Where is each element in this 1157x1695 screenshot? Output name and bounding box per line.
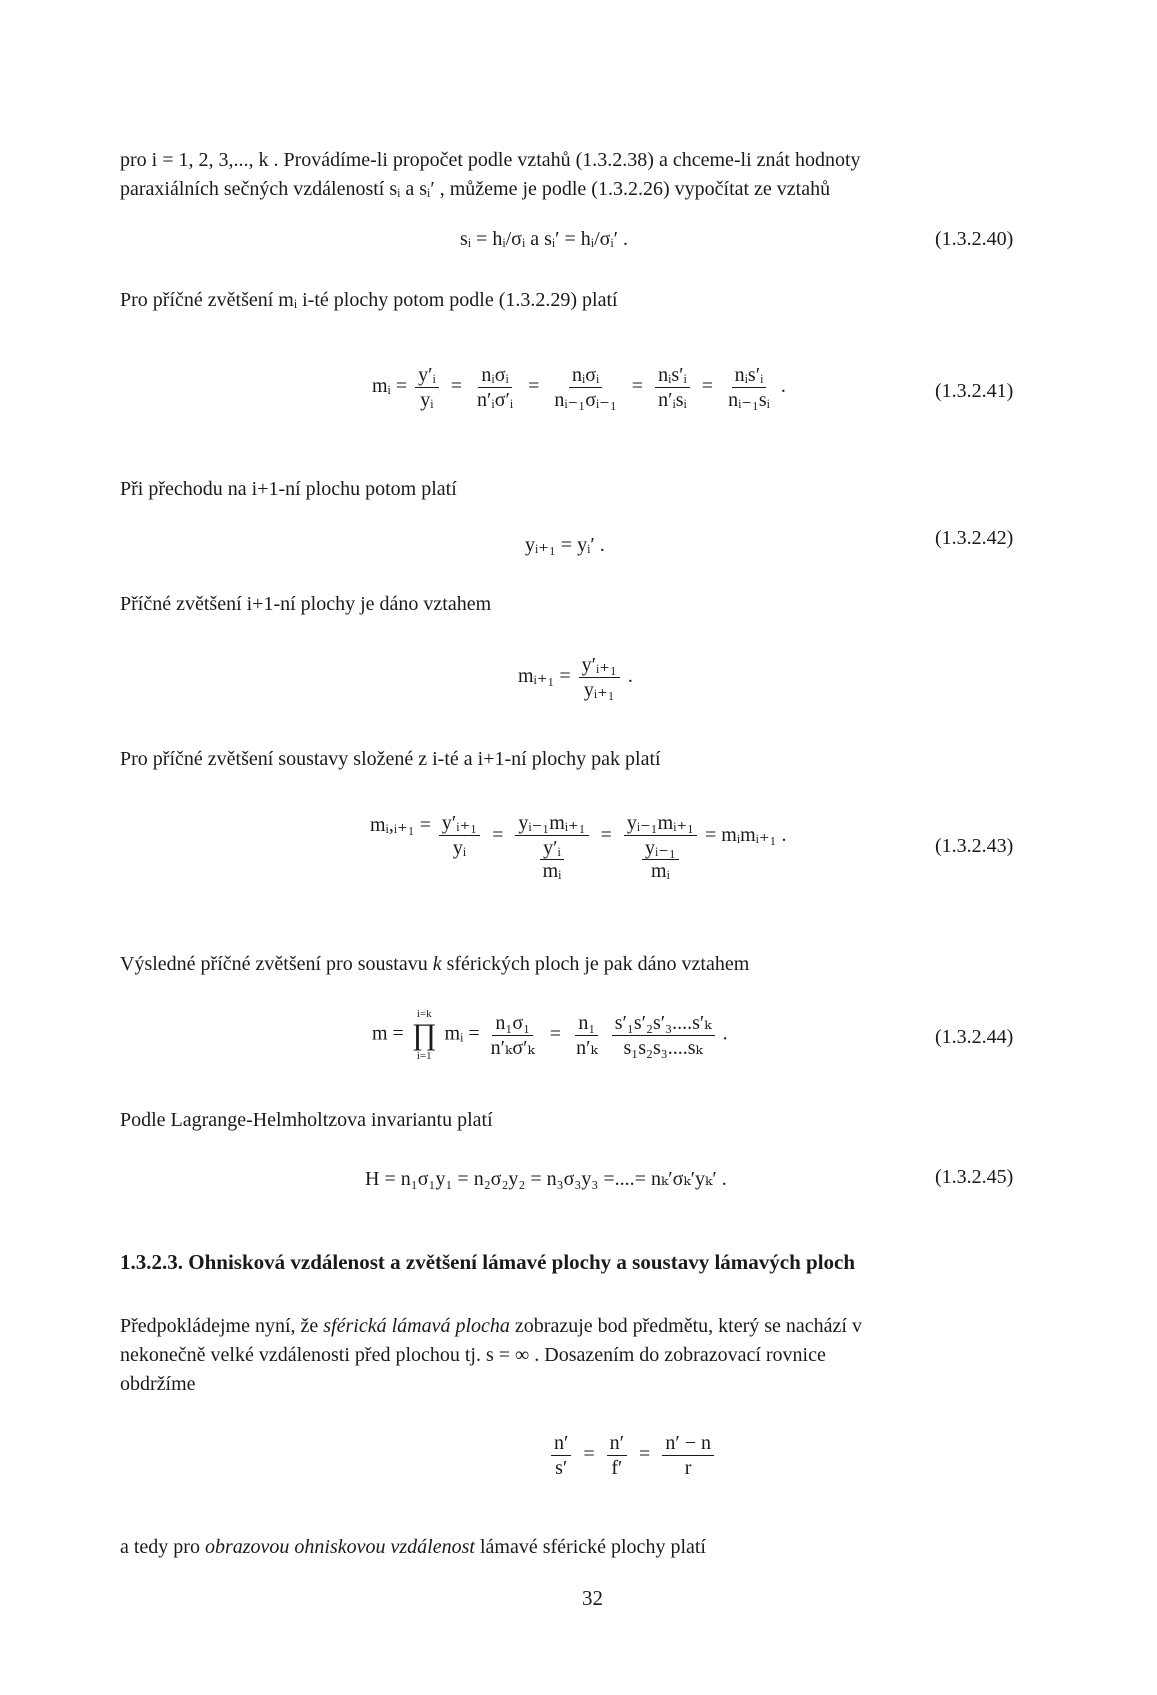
eq41-fraction-4 bbox=[655, 364, 690, 411]
intro-line-2: paraxiálních sečných vzdáleností sᵢ a sᵢ′ , můžeme je podle (1.3.2.26) vypočítat ze vztahů bbox=[120, 178, 831, 200]
eq41-f3-den: nᵢ₋₁σᵢ₋₁ bbox=[554, 389, 617, 411]
eq41-f5-num: nᵢs′ᵢ bbox=[732, 364, 767, 388]
eq44-product-symbol: ∏ bbox=[411, 1018, 437, 1051]
eq-mi1-num: y′ᵢ₊₁ bbox=[579, 654, 620, 678]
eq43-rhs: = mᵢmᵢ₊₁ . bbox=[705, 824, 787, 846]
eq-mi1-lhs: mᵢ₊₁ = bbox=[518, 665, 571, 688]
paragraph-last-em: obrazovou ohniskovou vzdálenost bbox=[204, 1536, 475, 1558]
eq43-fraction-3 bbox=[624, 812, 697, 882]
paragraph-assume-line-1 bbox=[120, 1312, 1080, 1341]
equation-1-3-2-41: mᵢ = $\frac{\text{y′ᵢ}}{\text{yᵢ}}$ = $\frac{\text{nᵢσᵢ}}{\text{n′ᵢσ′ᵢ}}$ = $\frac{\text{nᵢσᵢ}}{\text{nᵢ₋₁σᵢ₋₁}}$ = $\frac{\text{nᵢs′ᵢ}}{\text{n′ᵢsᵢ}}$ = $\frac{\text{nᵢs′ᵢ}}{\text{nᵢ₋₁sᵢ}}$ . bbox=[372, 364, 786, 411]
paragraph-assume-em: sférická lámavá plocha bbox=[323, 1315, 510, 1337]
eq43-f1-den: yᵢ bbox=[452, 837, 467, 859]
eq44-lhs: m = bbox=[372, 1022, 404, 1045]
eq41-fraction-5 bbox=[725, 364, 773, 411]
eq-final-fraction-3 bbox=[662, 1432, 714, 1479]
intro-line-1: pro i = 1, 2, 3,..., k . Provádíme-li propočet podle vztahů (1.3.2.38) a chceme-li znát hodnoty bbox=[120, 149, 861, 171]
eq44-product-lower-limit: i=1 bbox=[416, 1050, 432, 1062]
paragraph-result-b: sférických ploch je pak dáno vztahem bbox=[441, 953, 750, 975]
eq44-f3-den: s₁s₂s₃....sₖ bbox=[623, 1036, 703, 1059]
eq43-f2-den: y′ᵢ bbox=[540, 836, 564, 860]
paragraph-magnification-next: Příčné zvětšení i+1-ní plochy je dáno vztahem bbox=[120, 593, 492, 615]
eq41-f1-den: yᵢ bbox=[420, 389, 434, 411]
paragraph-assume-a: Předpokládejme nyní, že bbox=[120, 1315, 324, 1337]
paragraph-assume-b: zobrazuje bod předmětu, který se nachází v bbox=[509, 1315, 862, 1337]
eq43-fraction-1 bbox=[439, 812, 480, 859]
eq43-f1-num: y′ᵢ₊₁ bbox=[439, 812, 480, 836]
eq41-f4-num: nᵢs′ᵢ bbox=[655, 364, 690, 388]
eq43-f3-den: yᵢ₋₁ bbox=[642, 836, 679, 860]
page-number: 32 bbox=[582, 1586, 603, 1610]
paragraph-result-k: k bbox=[432, 953, 442, 975]
eq44-product-upper-limit: i=k bbox=[416, 1008, 432, 1020]
eq41-f5-den: nᵢ₋₁sᵢ bbox=[728, 389, 770, 411]
eq-final-f1-num: n′ bbox=[551, 1432, 571, 1456]
equation-1-3-2-45: H = n₁σ₁y₁ = n₂σ₂y₂ = n₃σ₃y₃ =....= nₖ′σₖ′yₖ′ . bbox=[365, 1168, 727, 1190]
eq44-fraction-1 bbox=[488, 1012, 538, 1059]
eq43-f3-num: yᵢ₋₁mᵢ₊₁ bbox=[624, 812, 697, 836]
equation-number-45: (1.3.2.45) bbox=[935, 1166, 1014, 1188]
eq43-f3-den-sub: mᵢ bbox=[651, 860, 670, 882]
eq-final-fraction-2 bbox=[607, 1432, 627, 1479]
paragraph-last-a: a tedy pro bbox=[120, 1536, 205, 1558]
paragraph-magnification: Pro příčné zvětšení mᵢ i-té plochy potom podle (1.3.2.29) platí bbox=[120, 289, 618, 311]
equation-refraction: $\frac{n'}{s'}$ = $\frac{n'}{f'}$ = $\frac{n' - n}{r}$ bbox=[548, 1432, 717, 1479]
eq44-f2-den: n′ₖ bbox=[576, 1036, 598, 1059]
eq-final-f1-den: s′ bbox=[555, 1457, 568, 1479]
eq-mi1-fraction bbox=[579, 654, 620, 701]
equation-number-41: (1.3.2.41) bbox=[935, 380, 1014, 402]
eq44-fraction-3 bbox=[612, 1012, 715, 1059]
eq41-f3-num: nᵢσᵢ bbox=[569, 364, 602, 388]
eq43-lhs: mᵢ,ᵢ₊₁ = bbox=[370, 814, 431, 836]
paragraph-assume-line-2: nekonečně velké vzdálenosti před plochou tj. s = ∞ . Dosazením do zobrazovací rovnice bbox=[120, 1344, 826, 1366]
paragraph-assume-line-3: obdržíme bbox=[120, 1373, 196, 1395]
eq41-fraction-3 bbox=[551, 364, 619, 411]
eq-final-fraction-1 bbox=[551, 1432, 571, 1479]
paragraph-transition: Při přechodu na i+1-ní plochu potom platí bbox=[120, 478, 457, 500]
equation-number-40: (1.3.2.40) bbox=[935, 228, 1014, 250]
eq44-f2-num: n₁ bbox=[575, 1012, 598, 1036]
eq41-lhs: mᵢ = bbox=[372, 375, 408, 398]
eq41-f2-den: n′ᵢσ′ᵢ bbox=[477, 389, 514, 411]
paragraph-result-a: Výsledné příčné zvětšení pro soustavu bbox=[120, 953, 433, 975]
eq44-f1-num: n₁σ₁ bbox=[492, 1012, 533, 1036]
eq44-f1-den: n′ₖσ′ₖ bbox=[490, 1036, 535, 1059]
equation-number-43: (1.3.2.43) bbox=[935, 835, 1014, 857]
eq41-f1-num: y′ᵢ bbox=[415, 364, 439, 388]
equation-1-3-2-40: sᵢ = hᵢ/σᵢ a sᵢ′ = hᵢ/σᵢ′ . bbox=[460, 228, 629, 250]
paragraph-result bbox=[120, 950, 749, 979]
paragraph-last-b: lámavé sférické plochy platí bbox=[474, 1536, 706, 1558]
paragraph-lagrange: Podle Lagrange-Helmholtzova invariantu platí bbox=[120, 1109, 493, 1131]
eq-final-f2-num: n′ bbox=[607, 1432, 627, 1456]
eq-final-f2-den: f′ bbox=[611, 1457, 623, 1479]
eq41-fraction-1 bbox=[415, 364, 439, 411]
paragraph-last bbox=[120, 1533, 706, 1562]
eq-final-f3-num: n′ − n bbox=[662, 1432, 714, 1456]
eq44-product-term: mᵢ = bbox=[444, 1022, 480, 1045]
equation-number-42: (1.3.2.42) bbox=[935, 527, 1014, 549]
paragraph-system: Pro příčné zvětšení soustavy složené z i-té a i+1-ní plochy pak platí bbox=[120, 748, 661, 770]
eq-final-f3-den: r bbox=[684, 1457, 692, 1479]
equation-m-i-plus-1: mᵢ₊₁ = $\frac{\text{y′ᵢ₊₁}}{\text{yᵢ₊₁}}$ . bbox=[518, 654, 633, 701]
eq44-f3-num: s′₁s′₂s′₃....s′ₖ bbox=[612, 1012, 715, 1036]
eq44-product bbox=[412, 1008, 437, 1062]
eq43-f2-den-sub: mᵢ bbox=[542, 860, 562, 882]
eq44-fraction-2 bbox=[573, 1012, 601, 1059]
equation-1-3-2-44: m = i=k ∏ i=1 mᵢ = $\frac{\text{n₁σ₁}}{\text{n′ₖσ′ₖ}}$ = $\frac{\text{n₁}}{\text{n′ₖ}}$ $\frac{\text{s′₁s′₂s′₃....s′ₖ}}{\text{s₁s₂s₃....sₖ}}$ . bbox=[372, 1008, 728, 1062]
eq43-f2-num: yᵢ₋₁mᵢ₊₁ bbox=[515, 812, 588, 836]
equation-number-44: (1.3.2.44) bbox=[935, 1026, 1014, 1048]
equation-1-3-2-42: yᵢ₊₁ = yᵢ′ . bbox=[525, 534, 605, 556]
eq43-fraction-2 bbox=[515, 812, 588, 882]
section-heading: 1.3.2.3. Ohnisková vzdálenost a zvětšení lámavé plochy a soustavy lámavých ploch bbox=[120, 1250, 856, 1274]
equation-1-3-2-43: mᵢ,ᵢ₊₁ = $\frac{\text{y′ᵢ₊₁}}{\text{yᵢ}}$ = yᵢ₋₁mᵢ₊₁ y′ᵢ mᵢ = yᵢ₋₁mᵢ₊₁ yᵢ₋₁ mᵢ = mᵢmᵢ₊₁ . bbox=[370, 812, 787, 882]
eq41-f4-den: n′ᵢsᵢ bbox=[658, 389, 687, 411]
eq41-fraction-2 bbox=[474, 364, 516, 411]
eq41-f2-num: nᵢσᵢ bbox=[478, 364, 511, 388]
eq-mi1-den: yᵢ₊₁ bbox=[583, 679, 615, 701]
